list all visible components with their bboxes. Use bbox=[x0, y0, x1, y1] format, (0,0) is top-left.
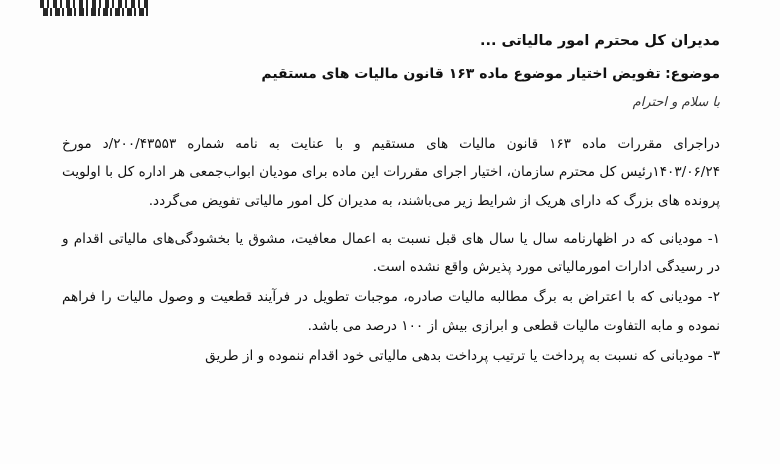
subject-text: تفویض اختیار موضوع ماده ۱۶۳ قانون مالیات های مستقیم bbox=[261, 66, 661, 82]
qr-code-image bbox=[40, 0, 148, 16]
list-item-3: ۳- مودیانی که نسبت به پرداخت یا ترتیب پرداخت بدهی مالیاتی خود اقدام ننموده و از طریق bbox=[205, 348, 720, 365]
subject-line bbox=[62, 62, 720, 86]
subject-label: موضوع: bbox=[665, 66, 720, 82]
recipient-line: مدیران کل محترم امور مالیاتی ... bbox=[479, 33, 720, 49]
page-bottom-fade bbox=[0, 460, 780, 470]
list-item-2: ۲- مودیانی که با اعتراض به برگ مطالبه مالیات صادره، موجبات تطویل در فرآیند قطعیت و وصول مالیات را فراهم نموده و مابه التفاوت مالیات قطعی و ابرازی بیش از ۱۰۰ درصد می باشد. bbox=[62, 289, 720, 334]
list-item-1: ۱- مودیانی که در اظهارنامه سال یا سال های قبل نسبت به اعمال معافیت، مشوق یا بخشودگی‌های مالیاتی اقدام و در رسیدگی ادارات امورمالیاتی مورد پذیرش واقع نشده است. bbox=[62, 230, 720, 276]
letter-body bbox=[62, 22, 720, 370]
body-paragraph: دراجرای مقررات ماده ۱۶۳ قانون مالیات های مستقیم و با عنایت به نامه شماره ۲۰۰/۴۳۵۵۳/د مورخ ۱۴۰۳/۰۶/۲۴رئیس کل محترم سازمان، اختیار اجرای مقررات این ماده برای مودیان ابواب‌جمعی هر اداره کل با اولویت پرونده های بزرگ که دارای هریک از شرایط زیر می‌باشند، به مدیران کل امور مالیاتی تفویض می‌گردد. bbox=[62, 136, 720, 209]
handwritten-greeting: با سلام و احترام bbox=[632, 95, 720, 110]
